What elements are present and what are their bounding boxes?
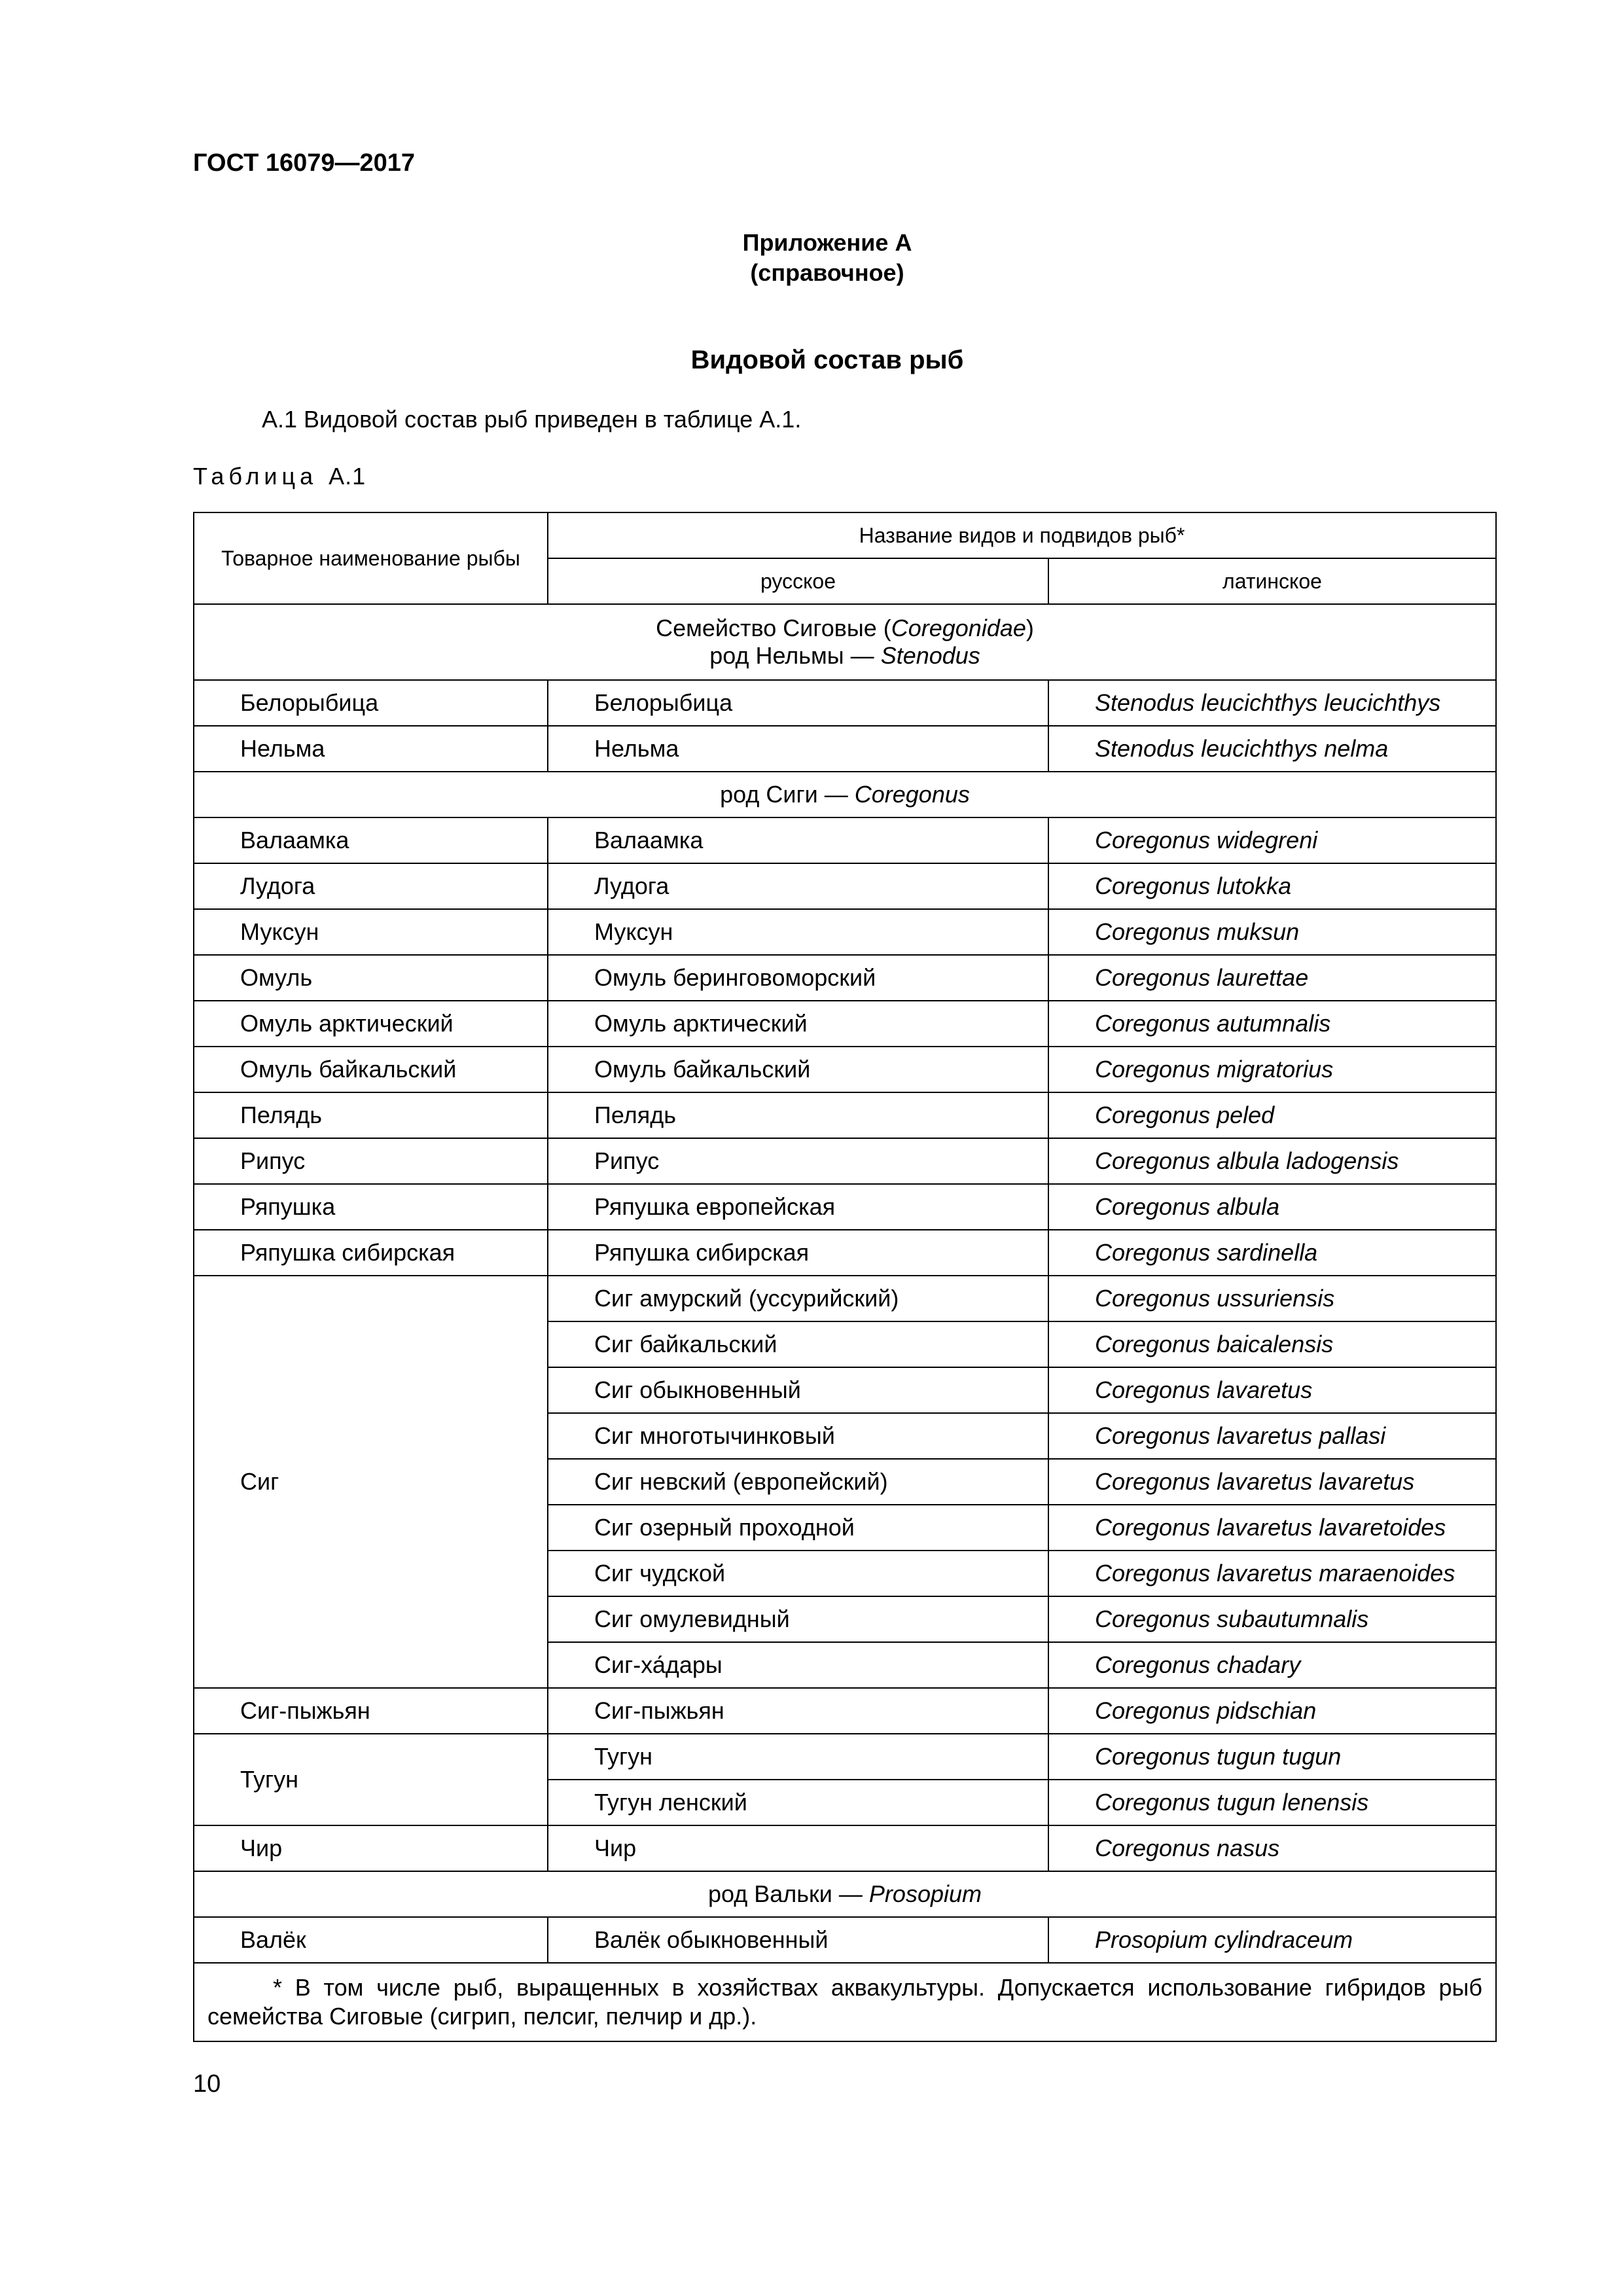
table-row: [194, 909, 1496, 955]
russian-name-cell: Омуль беринговоморский: [548, 955, 1048, 1001]
family-row: [194, 604, 1496, 680]
russian-name-cell: Сиг омулевидный: [548, 1596, 1048, 1642]
latin-name-cell: Coregonus chadary: [1048, 1642, 1496, 1688]
table-row: [194, 1184, 1496, 1230]
latin-name-cell: Coregonus baicalensis: [1048, 1321, 1496, 1367]
latin-name-cell: Stenodus leucichthys nelma: [1048, 726, 1496, 772]
latin-name-cell: Coregonus nasus: [1048, 1825, 1496, 1871]
russian-name-cell: Валёк обыкновенный: [548, 1917, 1048, 1963]
table-row: [194, 863, 1496, 909]
appendix-title: Приложение А: [742, 229, 912, 256]
table-row: [194, 1047, 1496, 1092]
trade-name-cell: Тугун: [194, 1734, 548, 1825]
latin-name-cell: Prosopium cylindraceum: [1048, 1917, 1496, 1963]
russian-name-cell: Сиг чудской: [548, 1551, 1048, 1596]
table-row: [194, 1688, 1496, 1734]
russian-name-cell: Белорыбица: [548, 680, 1048, 726]
genus-label-prosopium: род Вальки — Prosopium: [194, 1871, 1496, 1917]
russian-name-cell: Сиг обыкновенный: [548, 1367, 1048, 1413]
trade-name-cell: Чир: [194, 1825, 548, 1871]
latin-name-cell: Coregonus ussuriensis: [1048, 1276, 1496, 1321]
table-footnote: * В том числе рыб, выращенных в хозяйствах аквакультуры. Допускается использование гибридов рыб семейства Сиговые (сигрип, пелсиг, пелчир и др.).: [194, 1963, 1496, 2041]
latin-name-cell: Coregonus albula ladogensis: [1048, 1138, 1496, 1184]
trade-name-cell: Омуль байкальский: [194, 1047, 548, 1092]
trade-name-cell: Омуль арктический: [194, 1001, 548, 1047]
russian-name-cell: Лудога: [548, 863, 1048, 909]
latin-name-cell: Coregonus albula: [1048, 1184, 1496, 1230]
russian-name-cell: Сиг многотычинковый: [548, 1413, 1048, 1459]
russian-name-cell: Омуль арктический: [548, 1001, 1048, 1047]
trade-name-cell: Белорыбица: [194, 680, 548, 726]
latin-name-cell: Coregonus peled: [1048, 1092, 1496, 1138]
russian-name-cell: Рипус: [548, 1138, 1048, 1184]
table-row: [194, 726, 1496, 772]
table-row: [194, 817, 1496, 863]
appendix-type: (справочное): [750, 259, 904, 286]
latin-name-cell: Coregonus autumnalis: [1048, 1001, 1496, 1047]
russian-name-cell: Нельма: [548, 726, 1048, 772]
table-row: [194, 1001, 1496, 1047]
latin-name-cell: Coregonus tugun lenensis: [1048, 1780, 1496, 1825]
latin-name-cell: Coregonus tugun tugun: [1048, 1734, 1496, 1780]
document-code: ГОСТ 16079—2017: [193, 149, 416, 177]
trade-name-cell: Сиг: [194, 1276, 548, 1688]
table-row: [194, 680, 1496, 726]
trade-name-cell: Валаамка: [194, 817, 548, 863]
table-row: [194, 1092, 1496, 1138]
intro-paragraph: А.1 Видовой состав рыб приведен в таблице А.1.: [262, 406, 802, 433]
trade-name-cell: Лудога: [194, 863, 548, 909]
russian-name-cell: Пелядь: [548, 1092, 1048, 1138]
trade-name-cell: Ряпушка сибирская: [194, 1230, 548, 1276]
table-caption-word: Таблица: [193, 463, 318, 490]
latin-name-cell: Coregonus pidschian: [1048, 1688, 1496, 1734]
col-header-species-group: Название видов и подвидов рыб*: [548, 512, 1496, 558]
russian-name-cell: Сиг озерный проходной: [548, 1505, 1048, 1551]
russian-name-cell: Омуль байкальский: [548, 1047, 1048, 1092]
russian-name-cell: Тугун ленский: [548, 1780, 1048, 1825]
genus-label-stenodus: род Нельмы — Stenodus: [709, 642, 980, 669]
appendix-heading: [31, 228, 1623, 288]
russian-name-cell: Тугун: [548, 1734, 1048, 1780]
russian-name-cell: Сиг байкальский: [548, 1321, 1048, 1367]
section-title: Видовой состав рыб: [690, 346, 964, 374]
latin-name-cell: Coregonus lavaretus lavaretoides: [1048, 1505, 1496, 1551]
col-header-trade-name: Товарное наименование рыбы: [194, 512, 548, 604]
latin-name-cell: Coregonus subautumnalis: [1048, 1596, 1496, 1642]
trade-name-cell: Сиг-пыжьян: [194, 1688, 548, 1734]
trade-name-cell: Омуль: [194, 955, 548, 1001]
latin-name-cell: Coregonus lavaretus pallasi: [1048, 1413, 1496, 1459]
russian-name-cell: Ряпушка сибирская: [548, 1230, 1048, 1276]
russian-name-cell: Сиг невский (европейский): [548, 1459, 1048, 1505]
table-row: [194, 1917, 1496, 1963]
trade-name-cell: Нельма: [194, 726, 548, 772]
trade-name-cell: Рипус: [194, 1138, 548, 1184]
table-row: [194, 955, 1496, 1001]
latin-name-cell: Coregonus muksun: [1048, 909, 1496, 955]
table-caption-number: А.1: [329, 463, 366, 490]
latin-name-cell: Stenodus leucichthys leucichthys: [1048, 680, 1496, 726]
latin-name-cell: Coregonus migratorius: [1048, 1047, 1496, 1092]
table-row: [194, 1138, 1496, 1184]
species-table: [193, 512, 1497, 2042]
russian-name-cell: Сиг-ха́дары: [548, 1642, 1048, 1688]
table-row: [194, 1230, 1496, 1276]
col-header-latin: латинское: [1048, 558, 1496, 604]
russian-name-cell: Сиг-пыжьян: [548, 1688, 1048, 1734]
page-number: 10: [193, 2070, 221, 2098]
latin-name-cell: Coregonus lavaretus maraenoides: [1048, 1551, 1496, 1596]
trade-name-cell: Муксун: [194, 909, 548, 955]
latin-name-cell: Coregonus laurettae: [1048, 955, 1496, 1001]
russian-name-cell: Чир: [548, 1825, 1048, 1871]
genus-label-coregonus: род Сиги — Coregonus: [194, 772, 1496, 817]
trade-name-cell: Пелядь: [194, 1092, 548, 1138]
latin-name-cell: Coregonus sardinella: [1048, 1230, 1496, 1276]
russian-name-cell: Сиг амурский (уссурийский): [548, 1276, 1048, 1321]
russian-name-cell: Муксун: [548, 909, 1048, 955]
table-row: [194, 1825, 1496, 1871]
latin-name-cell: Coregonus lavaretus lavaretus: [1048, 1459, 1496, 1505]
russian-name-cell: Валаамка: [548, 817, 1048, 863]
family-label: Семейство Сиговые (Coregonidae): [656, 615, 1034, 641]
latin-name-cell: Coregonus lavaretus: [1048, 1367, 1496, 1413]
table-caption: [193, 463, 366, 490]
latin-name-cell: Coregonus lutokka: [1048, 863, 1496, 909]
table-row: [194, 1276, 1496, 1321]
russian-name-cell: Ряпушка европейская: [548, 1184, 1048, 1230]
latin-name-cell: Coregonus widegreni: [1048, 817, 1496, 863]
trade-name-cell: Валёк: [194, 1917, 548, 1963]
col-header-russian: русское: [548, 558, 1048, 604]
trade-name-cell: Ряпушка: [194, 1184, 548, 1230]
table-row: [194, 1734, 1496, 1780]
